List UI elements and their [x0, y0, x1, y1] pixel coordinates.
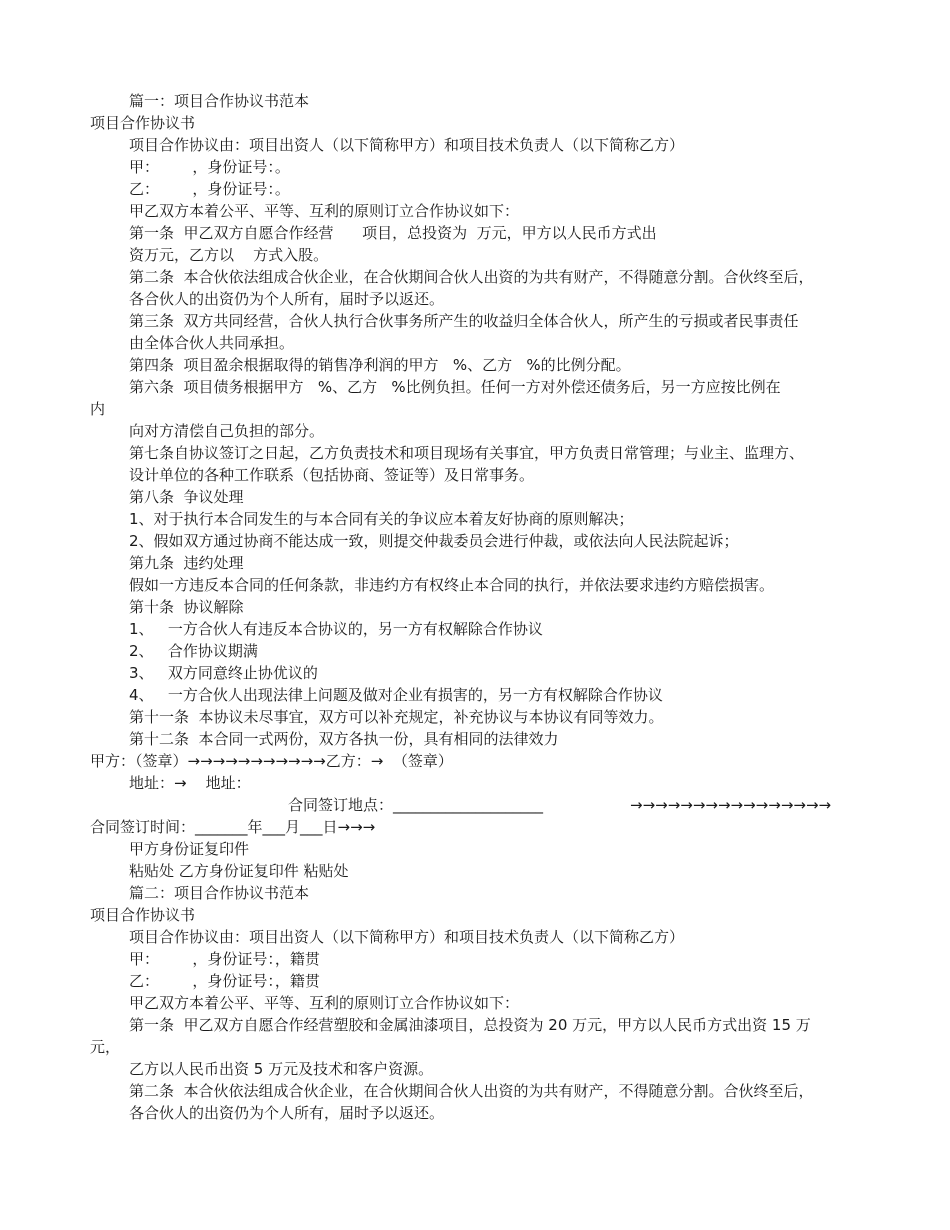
- clause-2: 第二条 本合伙依法组成合伙企业，在合伙期间合伙人出资的为共有财产，不得随意分割。合伙终至后，: [129, 268, 814, 286]
- text-line: 甲： ，身份证号：，籍贯: [129, 950, 320, 968]
- document-title: 项目合作协议书: [90, 114, 196, 132]
- signature-line: 甲方：（签章）→→→→→→→→→→→乙方：→ （签章）: [90, 752, 453, 770]
- text-line: 各合伙人的出资仍为个人所有，届时予以返还。: [129, 290, 445, 308]
- clause-1: 第一条 甲乙双方自愿合作经营 项目，总投资为 万元，甲方以人民币方式出: [129, 224, 657, 242]
- clause-12: 第十二条 本合同一式两份，双方各执一份，具有相同的法律效力: [129, 730, 559, 748]
- text-line: 乙方以人民币出资 5 万元及技术和客户资源。: [129, 1060, 434, 1078]
- clause-9: 第九条 违约处理: [129, 554, 244, 572]
- clause-10: 第十条 协议解除: [129, 598, 244, 616]
- clause-2: 第二条 本合伙依法组成合伙企业，在合伙期间合伙人出资的为共有财产，不得随意分割。合伙终至后，: [129, 1082, 814, 1100]
- clause-6: 第六条 项目债务根据甲方 %、乙方 %比例负担。任何一方对外偿还债务后，另一方应按比例在: [129, 378, 781, 396]
- address-line: 地址：→ 地址：: [129, 774, 251, 792]
- document-title: 项目合作协议书: [90, 906, 196, 924]
- text-line: 由全体合伙人共同承担。: [129, 334, 295, 352]
- list-item: 2、 合作协议期满: [129, 642, 258, 660]
- clause-7: 第七条自协议签订之日起，乙方负责技术和项目现场有关事宜，甲方负责日常管理；与业主、监理方、: [129, 444, 805, 462]
- text-line: 向对方清偿自己负担的部分。: [129, 422, 325, 440]
- clause-1: 第一条 甲乙双方自愿合作经营塑胶和金属油漆项目，总投资为 20 万元，甲方以人民币方式出资 15 万: [129, 1016, 811, 1034]
- signing-place: 合同签订地点：____________________: [288, 796, 544, 814]
- section-heading-2: 篇二：项目合作协议书范本: [129, 884, 310, 902]
- list-item: 1、对于执行本合同发生的与本合同有关的争议应本着友好协商的原则解决；: [129, 510, 634, 528]
- text-line: 甲乙双方本着公平、平等、互利的原则订立合作协议如下：: [129, 994, 520, 1012]
- list-item: 1、 一方合伙人有违反本合协议的，另一方有权解除合作协议: [129, 620, 543, 638]
- clause-3: 第三条 双方共同经营，合伙人执行合伙事务所产生的收益归全体合伙人，所产生的亏损或者民事责任: [129, 312, 799, 330]
- list-item: 3、 双方同意终止协优议的: [129, 664, 318, 682]
- text-line: 项目合作协议由：项目出资人（以下简称甲方）和项目技术负责人（以下简称乙方）: [129, 136, 685, 154]
- list-item: 2、假如双方通过协商不能达成一致，则提交仲裁委员会进行仲裁，或依法向人民法院起诉；: [129, 532, 739, 550]
- clause-4: 第四条 项目盈余根据取得的销售净利润的甲方 %、乙方 %的比例分配。: [129, 356, 631, 374]
- text-line: 各合伙人的出资仍为个人所有，届时予以返还。: [129, 1104, 445, 1122]
- text-line: 甲： ，身份证号：。: [129, 158, 290, 176]
- list-item: 4、 一方合伙人出现法律上问题及做对企业有损害的，另一方有权解除合作协议: [129, 686, 663, 704]
- text-line: 粘贴处 乙方身份证复印件 粘贴处: [129, 862, 349, 880]
- arrow-marks: →→→→→→→→→→→→→→→→: [630, 796, 832, 814]
- text-line: 乙： ，身份证号：。: [129, 180, 290, 198]
- clause-8: 第八条 争议处理: [129, 488, 244, 506]
- signing-date: 合同签订时间：_______年___月___日→→→: [90, 818, 376, 836]
- text-line: 资万元，乙方以 方式入股。: [129, 246, 329, 264]
- text-line: 设计单位的各种工作联系（包括协商、签证等）及日常事务。: [129, 466, 535, 484]
- text-line: 假如一方违反本合同的任何条款，非违约方有权终止本合同的执行，并依法要求违约方赔偿损害。: [129, 576, 775, 594]
- text-line: 元，: [90, 1038, 121, 1056]
- text-line: 项目合作协议由：项目出资人（以下简称甲方）和项目技术负责人（以下简称乙方）: [129, 928, 685, 946]
- text-line: 甲乙双方本着公平、平等、互利的原则订立合作协议如下：: [129, 202, 520, 220]
- text-line: 乙： ，身份证号：，籍贯: [129, 972, 320, 990]
- text-line: 甲方身份证复印件: [129, 840, 250, 858]
- section-heading-1: 篇一：项目合作协议书范本: [129, 92, 310, 110]
- text-line: 内: [90, 400, 106, 418]
- clause-11: 第十一条 本协议未尽事宜，双方可以补充规定，补充协议与本协议有同等效力。: [129, 708, 664, 726]
